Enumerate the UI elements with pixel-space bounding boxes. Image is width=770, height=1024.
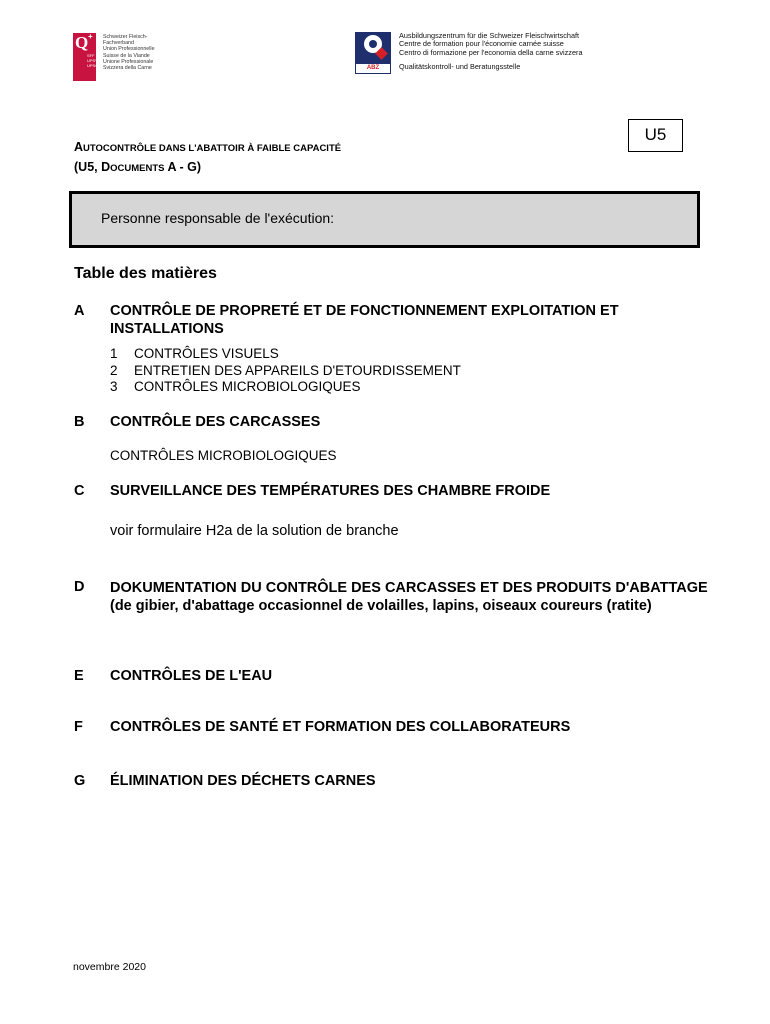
title-sub-a: (U5, D (74, 160, 111, 174)
right-org-names (399, 32, 659, 72)
section-letter-b: B (74, 414, 85, 430)
title-sub-b: OCUMENTS (110, 163, 165, 174)
section-title-d: DOKUMENTATION DU CONTRÔLE DES CARCASSES ET DES PRODUITS D'ABATTAGE (de gibier, d'abattage occasionnel de volailles, lapins, oiseaux coureurs (ratite) (110, 580, 708, 614)
section-c-note: voir formulaire H2a de la solution de branche (110, 523, 399, 539)
section-letter-a: A (74, 303, 85, 319)
section-letter-d: D (74, 579, 85, 595)
left-org-names (103, 34, 173, 71)
left-org-line: Unione Professionale (103, 58, 154, 65)
toc-heading: Table des matières (74, 265, 217, 282)
left-org-line: Suisse de la Viande (103, 52, 150, 59)
section-letter-e: E (74, 668, 84, 684)
section-title-g: ÉLIMINATION DES DÉCHETS CARNES (110, 773, 376, 789)
title-rest: UTOCONTRÔLE DANS L'ABATTOIR À FAIBLE CAPACITÉ (83, 143, 342, 154)
section-a-items (110, 346, 461, 396)
abz-logo (355, 32, 391, 74)
document-code-badge: U5 (628, 119, 683, 152)
right-org-subline: Qualitätskontroll- und Beratungsstelle (399, 62, 521, 72)
right-org-line: Centre de formation pour l'économie carnée suisse (399, 39, 564, 49)
section-letter-g: G (74, 773, 86, 789)
abz-logo-text: ABZ (366, 65, 380, 71)
footer-date: novembre 2020 (73, 961, 146, 973)
left-org-line: Schweizer Fleisch- (103, 34, 148, 40)
section-title-a: CONTRÔLE DE PROPRETÉ ET DE FONCTIONNEMENT EXPLOITATION ET INSTALLATIONS (110, 303, 619, 337)
left-org-line: Svizzera della Carne (103, 65, 152, 72)
item-label: CONTRÔLES VISUELS (134, 346, 279, 361)
section-title-f: CONTRÔLES DE SANTÉ ET FORMATION DES COLLABORATEURS (110, 719, 571, 735)
section-letter-f: F (74, 719, 83, 735)
list-item (110, 363, 461, 380)
right-org-line: Centro di formazione per l'economia della carne svizzera (399, 47, 583, 57)
item-label: CONTRÔLES MICROBIOLOGIQUES (134, 379, 361, 394)
left-org-line: Fachverband (103, 40, 134, 47)
section-title-b: CONTRÔLE DES CARCASSES (110, 414, 321, 430)
title-cap: A (74, 140, 84, 154)
item-number: 3 (110, 379, 118, 394)
section-b-note: CONTRÔLES MICROBIOLOGIQUES (110, 448, 337, 463)
responsible-label: Personne responsable de l'exécution: (101, 210, 335, 226)
list-item (110, 346, 461, 363)
list-item (110, 379, 461, 396)
item-number: 2 (110, 362, 118, 378)
section-letter-c: C (74, 483, 85, 499)
section-title-c: SURVEILLANCE DES TEMPÉRATURES DES CHAMBRE FROIDE (110, 483, 551, 499)
qualitas-logo-left: Q + SFF UPSV UPSC (73, 33, 96, 81)
section-title-e: CONTRÔLES DE L'EAU (110, 668, 273, 684)
title-sub-c: A - G) (164, 160, 202, 174)
document-title (74, 138, 341, 178)
item-number: 1 (110, 346, 118, 361)
left-org-line: Union Professionnelle (103, 46, 155, 53)
right-org-line: Ausbildungszentrum für die Schweizer Fleischwirtschaft (399, 31, 580, 40)
item-label: ENTRETIEN DES APPAREILS D'ETOURDISSEMENT (134, 362, 461, 378)
responsible-person-field[interactable] (69, 191, 700, 248)
